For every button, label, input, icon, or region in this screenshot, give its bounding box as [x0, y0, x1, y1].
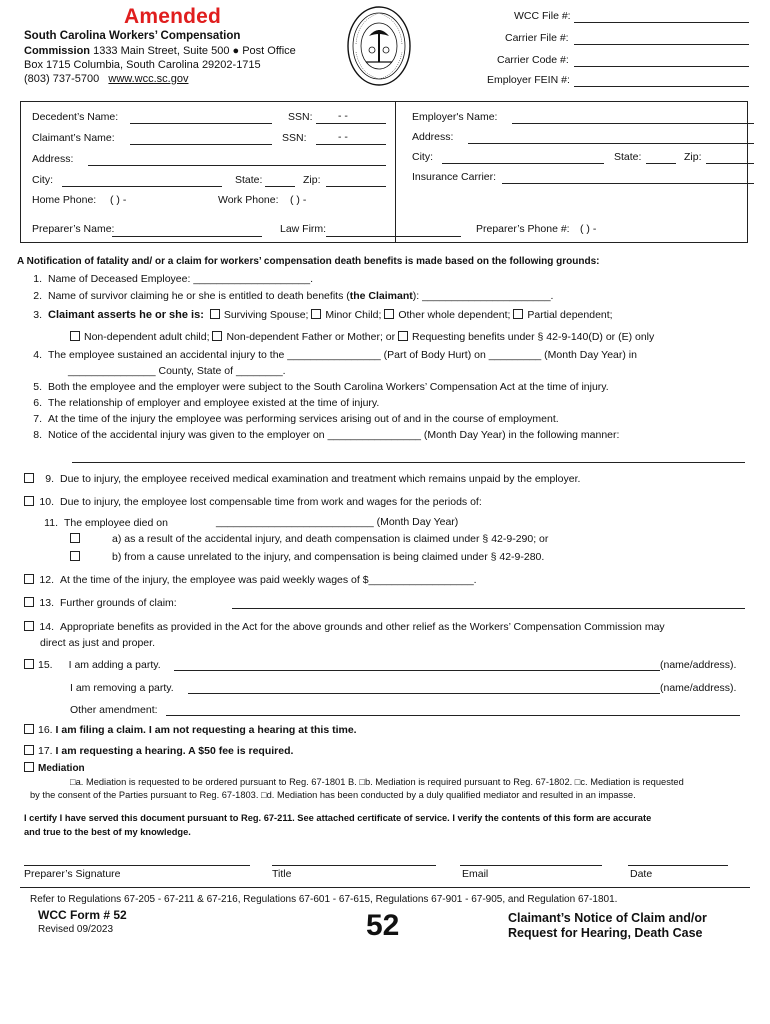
agency-website-link[interactable]: www.wcc.sc.gov — [108, 73, 189, 85]
item-17-checkbox[interactable] — [24, 745, 34, 755]
certification-line-1: I certify I have served this document pursuant to Reg. 67-211. See attached certificate of service. I verify the contents of this form are accurate — [24, 813, 652, 823]
employer-fein-field[interactable] — [574, 86, 749, 87]
mediation-options-1[interactable]: □a. Mediation is requested to be ordered pursuant to Reg. 67-1801 B. □b. Mediation is required pursuant to Reg. 67-1802. □c. Mediation is requested — [70, 777, 684, 787]
item-9-checkbox[interactable] — [24, 473, 34, 483]
agency-name: South Carolina Workers’ Compensation — [24, 30, 241, 42]
item-3-text: Claimant asserts he or she is: — [48, 309, 204, 321]
item-13 — [24, 597, 177, 609]
item-number: 5. — [33, 381, 42, 393]
claimant-address-label: Address: — [32, 153, 74, 165]
item-10-checkbox[interactable] — [24, 496, 34, 506]
preparer-signature-field[interactable] — [24, 865, 250, 866]
removing-party-label: I am removing a party. — [70, 682, 174, 694]
item-15 — [24, 659, 161, 671]
claimant-zip-label: Zip: — [303, 174, 321, 186]
requesting-benefits-checkbox[interactable] — [398, 331, 408, 341]
preparer-name-field[interactable] — [112, 236, 262, 237]
item-number: 9. — [45, 473, 54, 485]
item-11b — [70, 551, 544, 563]
item-17 — [24, 745, 293, 757]
revised-date: Revised 09/2023 — [38, 924, 114, 935]
employer-name-label: Employer's Name: — [412, 111, 498, 123]
preparer-phone-label: Preparer’s Phone #: — [476, 223, 570, 235]
agency-address-line-1 — [24, 45, 296, 57]
option-label: Non-dependent Father or Mother; or — [226, 331, 396, 343]
removing-party-field[interactable] — [188, 693, 660, 694]
item-6 — [20, 397, 379, 409]
item-16-checkbox[interactable] — [24, 724, 34, 734]
item-14-text: Appropriate benefits as provided in the Act for the above grounds and other relief as the Workers’ Compensation Commission may — [60, 621, 665, 633]
agency-contact — [24, 73, 188, 85]
home-phone-field[interactable]: ( ) - — [110, 194, 127, 206]
item-10 — [24, 496, 482, 508]
claimant-ssn-label: SSN: — [282, 132, 307, 144]
claimant-name-label: Claimant’s Name: — [32, 132, 115, 144]
state-seal-icon — [346, 4, 412, 88]
other-amendment-label: Other amendment: — [70, 704, 158, 716]
form-number: WCC Form # 52 — [38, 908, 127, 922]
item-11a — [70, 533, 548, 545]
item-number: 17. — [38, 745, 53, 757]
item-11a-text: a) as a result of the accidental injury, and death compensation is claimed under § 42-9-290; or — [112, 533, 549, 545]
item-14-checkbox[interactable] — [24, 621, 34, 631]
email-field[interactable] — [460, 865, 602, 866]
claimant-city-label: City: — [32, 174, 53, 186]
item-11b-text: b) from a cause unrelated to the injury, and compensation is being claimed under § 42-9-280. — [112, 551, 545, 563]
item-8-text: Notice of the accidental injury was given to the employer on ________________ (Month Day Year) in the following manner: — [48, 429, 620, 441]
item-13-checkbox[interactable] — [24, 597, 34, 607]
certification-line-2: and true to the best of my knowledge. — [24, 827, 191, 837]
claimant-city-field[interactable] — [62, 186, 222, 187]
item-number: 3. — [33, 309, 42, 321]
insurance-carrier-field[interactable] — [502, 183, 754, 184]
mediation-label: Mediation — [38, 763, 85, 774]
decedent-ssn-field[interactable] — [316, 123, 386, 124]
item-8 — [20, 429, 619, 441]
item-number: 10. — [39, 496, 54, 508]
item-14-cont: direct as just and proper. — [40, 637, 155, 649]
home-phone-label: Home Phone: — [32, 194, 97, 206]
item-11a-checkbox[interactable] — [70, 533, 80, 543]
wcc-file-label: WCC File #: — [514, 10, 571, 22]
employer-state-field[interactable] — [646, 163, 676, 164]
item-number: 12. — [39, 574, 54, 586]
decedent-ssn-dashes: - - — [338, 110, 348, 122]
item-16-text: I am filing a claim. I am not requesting a hearing at this time. — [55, 724, 357, 736]
employer-state-label: State: — [614, 151, 642, 163]
decedent-name-field[interactable] — [130, 123, 272, 124]
option-label: Partial dependent; — [527, 309, 613, 321]
form-big-number: 52 — [366, 909, 400, 942]
item-number: 15. — [38, 659, 53, 671]
mediation-options-2[interactable]: by the consent of the Parties pursuant to Reg. 67-1803. □d. Mediation has been conducted by a duly qualified mediator and resulted in an impasse. — [30, 790, 636, 800]
item-12-text: At the time of the injury, the employee was paid weekly wages of $__________________. — [60, 574, 477, 586]
item-3-options-2 — [70, 331, 654, 343]
item-7-text: At the time of the injury the employee was performing services arising out of and in the course of employment. — [48, 413, 559, 425]
item-1 — [20, 273, 313, 285]
name-address-label: (name/address). — [660, 682, 737, 694]
item-9-text: Due to injury, the employee received medical examination and treatment which remains unpaid by the employer. — [60, 473, 581, 485]
item-11-date-field[interactable]: ___________________________ (Month Day Year) — [216, 516, 459, 528]
employer-city-label: City: — [412, 151, 433, 163]
decedent-ssn-label: SSN: — [288, 111, 313, 123]
address-line-1: 1333 Main Street, Suite 500 ● Post Office — [93, 45, 296, 57]
form-title-line-2: Request for Hearing, Death Case — [508, 926, 703, 940]
claimant-name-field[interactable] — [130, 144, 272, 145]
preparer-name-label: Preparer’s Name: — [32, 223, 115, 235]
item-1-text: Name of Deceased Employee: ____________________. — [48, 273, 314, 285]
decedent-name-label: Decedent’s Name: — [32, 111, 119, 123]
item-14 — [24, 621, 665, 633]
law-firm-label: Law Firm: — [280, 223, 327, 235]
employer-zip-label: Zip: — [684, 151, 702, 163]
work-phone-label: Work Phone: — [218, 194, 279, 206]
item-7 — [20, 413, 559, 425]
preparer-signature-label: Preparer’s Signature — [24, 868, 121, 880]
item-2-claimant: the Claimant — [349, 290, 413, 302]
name-address-label: (name/address). — [660, 659, 737, 671]
option-label: Requesting benefits under § 42-9-140(D) or (E) only — [412, 331, 655, 343]
item-2-text: Name of survivor claiming he or she is entitled to death benefits ( — [48, 290, 350, 302]
item-15-text: I am adding a party. — [68, 659, 161, 671]
other-whole-dependent-checkbox[interactable] — [384, 309, 394, 319]
claimant-zip-field[interactable] — [326, 186, 386, 187]
item-number: 7. — [33, 413, 42, 425]
amended-label: Amended — [124, 5, 222, 28]
item-number: 13. — [39, 597, 54, 609]
preparer-phone-field[interactable]: ( ) - — [580, 223, 597, 235]
claimant-ssn-field[interactable] — [316, 144, 386, 145]
claimant-state-label: State: — [235, 174, 263, 186]
item-number: 16. — [38, 724, 53, 736]
intro-text: A Notification of fatality and/ or a claim for workers’ compensation death benefits is made based on the following grounds: — [17, 256, 600, 267]
footer-divider — [20, 887, 750, 888]
item-2-end: ): ______________________. — [412, 290, 554, 302]
mediation — [24, 762, 85, 774]
item-4-text: The employee sustained an accidental injury to the ________________ (Part of Body Hurt) on _________ (Month Day Year) in — [48, 349, 637, 361]
employer-name-field[interactable] — [512, 123, 754, 124]
item-12 — [24, 574, 477, 586]
employer-address-label: Address: — [412, 131, 454, 143]
item-10-text: Due to injury, the employee lost compensable time from work and wages for the periods of: — [60, 496, 482, 508]
date-field[interactable] — [628, 865, 728, 866]
item-number: 8. — [33, 429, 42, 441]
item-4-cont: _______________ County, State of ________. — [68, 365, 286, 377]
mediation-checkbox[interactable] — [24, 762, 34, 772]
option-label: Non-dependent adult child; — [84, 331, 210, 343]
item-5-text: Both the employee and the employer were subject to the South Carolina Workers’ Compensation Act at the time of injury. — [48, 381, 609, 393]
surviving-spouse-checkbox[interactable] — [210, 309, 220, 319]
item-4 — [20, 349, 637, 361]
item-number: 6. — [33, 397, 42, 409]
agency-phone: (803) 737-5700 — [24, 73, 100, 85]
item-number: 4. — [33, 349, 42, 361]
wcc-file-field[interactable] — [574, 22, 749, 23]
item-11 — [20, 517, 168, 529]
item-6-text: The relationship of employer and employee existed at the time of injury. — [48, 397, 380, 409]
carrier-code-field[interactable] — [574, 66, 749, 67]
non-dependent-parent-checkbox[interactable] — [212, 331, 222, 341]
item-13-text: Further grounds of claim: — [60, 597, 177, 609]
item-15-checkbox[interactable] — [24, 659, 34, 669]
title-field[interactable] — [272, 865, 436, 866]
date-label: Date — [630, 868, 653, 880]
item-number: 1. — [33, 273, 42, 285]
agency-name-2: Commission — [24, 45, 91, 57]
item-3 — [20, 309, 613, 321]
item-number: 2. — [33, 290, 42, 302]
regulations-text: Refer to Regulations 67-205 - 67-211 & 67-216, Regulations 67-601 - 67-615, Regulations 67-901 - 67-905, and Regulation 67-1801. — [30, 894, 618, 905]
claimant-address-field[interactable] — [88, 165, 386, 166]
employer-city-field[interactable] — [442, 163, 604, 164]
item-12-checkbox[interactable] — [24, 574, 34, 584]
employer-zip-field[interactable] — [706, 163, 754, 164]
adding-party-field[interactable] — [174, 670, 660, 671]
item-2 — [20, 290, 553, 302]
claimant-state-field[interactable] — [265, 186, 295, 187]
partial-dependent-checkbox[interactable] — [513, 309, 523, 319]
email-label: Email — [462, 868, 489, 880]
address-line-2: Box 1715 Columbia, South Carolina 29202-1715 — [24, 59, 261, 71]
option-label: Surviving Spouse; — [223, 309, 309, 321]
item-11-text: The employee died on — [64, 517, 168, 529]
form-title-line-1: Claimant’s Notice of Claim and/or — [508, 911, 707, 925]
item-number: 14. — [39, 621, 54, 633]
item-8-manner-field[interactable] — [72, 462, 745, 463]
law-firm-field[interactable] — [326, 236, 461, 237]
carrier-code-label: Carrier Code #: — [497, 54, 569, 66]
item-11b-checkbox[interactable] — [70, 551, 80, 561]
employer-address-field[interactable] — [468, 143, 754, 144]
employer-fein-label: Employer FEIN #: — [487, 74, 570, 86]
item-5 — [20, 381, 609, 393]
other-amendment-field[interactable] — [166, 715, 740, 716]
item-number: 11. — [44, 517, 58, 529]
item-17-text: I am requesting a hearing. A $50 fee is required. — [55, 745, 294, 757]
title-label: Title — [272, 868, 292, 880]
minor-child-checkbox[interactable] — [311, 309, 321, 319]
box-divider — [395, 101, 396, 243]
carrier-file-label: Carrier File #: — [505, 32, 569, 44]
insurance-carrier-label: Insurance Carrier: — [412, 171, 497, 183]
option-label: Other whole dependent; — [398, 309, 511, 321]
item-13-field[interactable] — [232, 608, 745, 609]
non-dependent-adult-child-checkbox[interactable] — [70, 331, 80, 341]
item-9 — [24, 473, 580, 485]
work-phone-field[interactable]: ( ) - — [290, 194, 307, 206]
item-16 — [24, 724, 357, 736]
option-label: Minor Child; — [325, 309, 382, 321]
claimant-ssn-dashes: - - — [338, 131, 348, 143]
carrier-file-field[interactable] — [574, 44, 749, 45]
